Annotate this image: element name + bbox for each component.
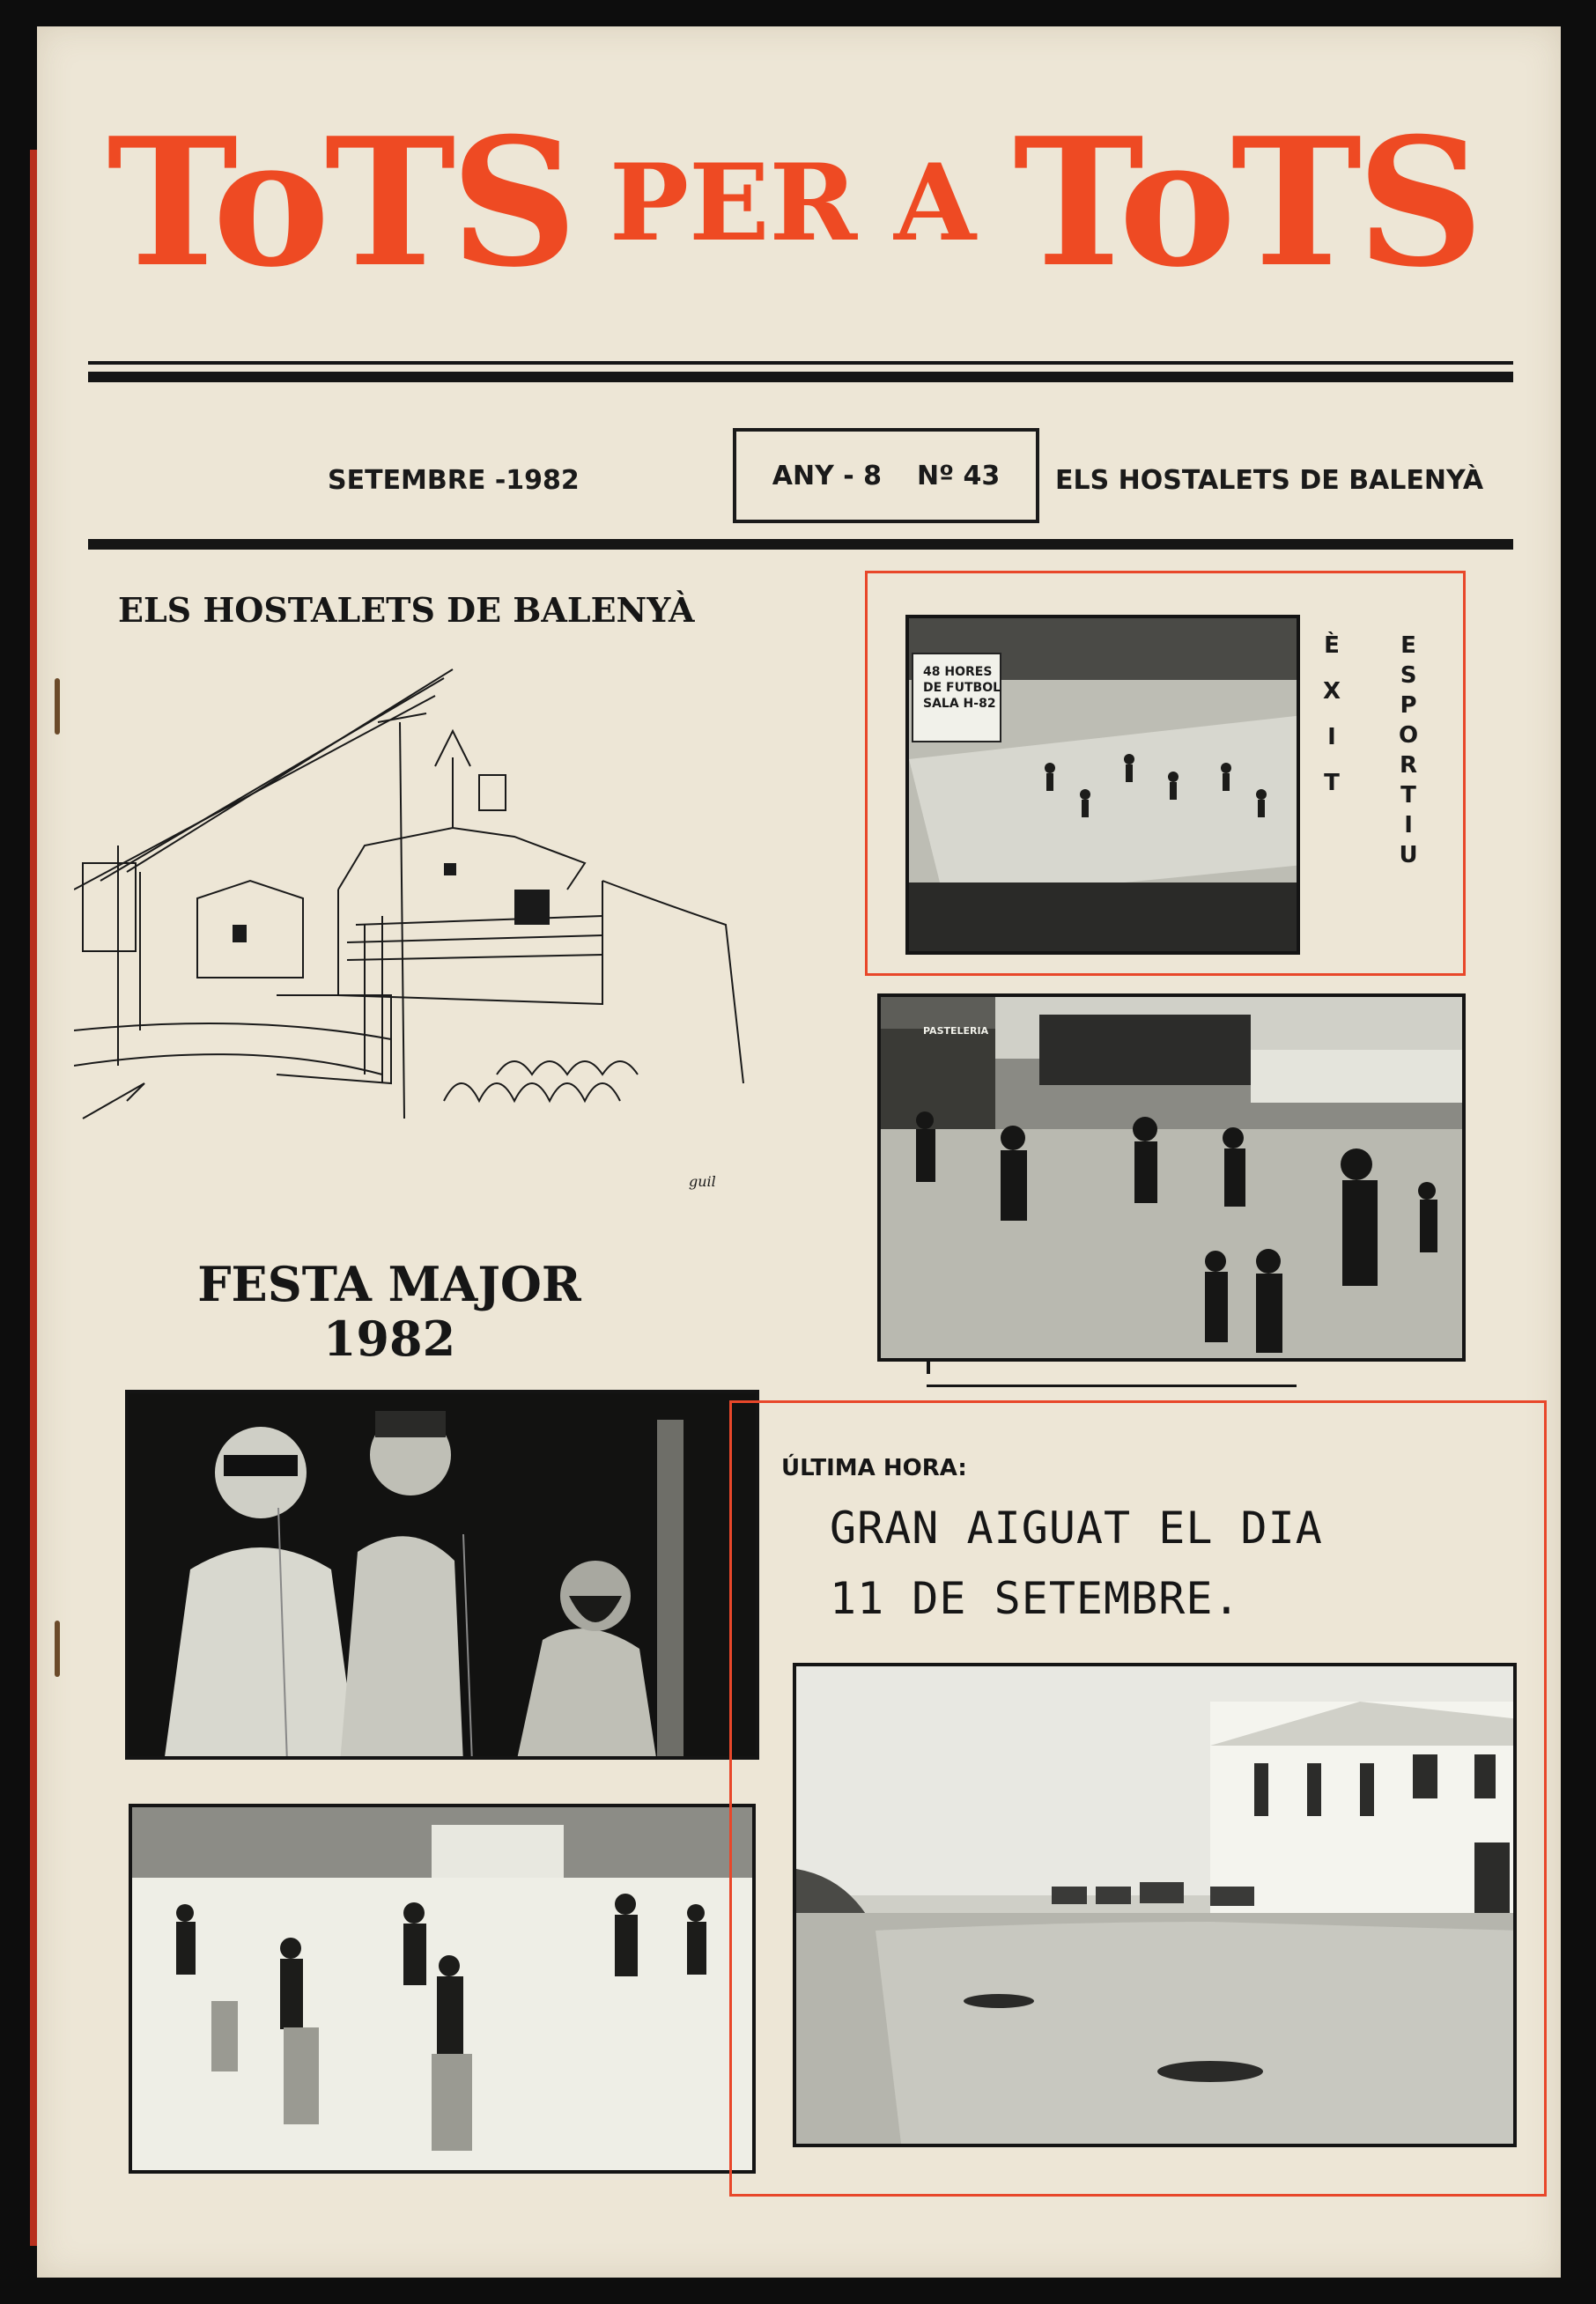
town-heading: ELS HOSTALETS DE BALENYÀ xyxy=(118,590,695,630)
top-rule-thin xyxy=(88,361,1513,365)
vertical-word-exit-letter: I xyxy=(1327,724,1336,750)
festa-major-title: FESTA MAJOR xyxy=(197,1256,581,1312)
village-sketch-svg xyxy=(74,661,761,1189)
vertical-word-esportiu-letter: U xyxy=(1399,842,1418,868)
futsal-sign xyxy=(923,664,1001,712)
masthead-word-per-a: PER A xyxy=(609,140,977,265)
issue-year: ANY - 8 xyxy=(772,460,883,491)
illustration-signature: guil xyxy=(689,1173,716,1190)
futsal-photo xyxy=(905,615,1300,955)
festa-major-year: 1982 xyxy=(322,1311,456,1367)
vertical-word-esportiu-letter: I xyxy=(1404,812,1413,838)
staple-icon xyxy=(55,678,60,735)
vertical-word-esportiu-letter: S xyxy=(1400,662,1417,689)
dance-photo xyxy=(877,993,1466,1362)
futsal-sign-line2: DE FUTBOL xyxy=(923,681,1001,695)
sack-race-photo xyxy=(129,1804,756,2174)
news-kicker: ÚLTIMA HORA: xyxy=(781,1455,967,1481)
flood-photo xyxy=(793,1663,1517,2147)
vertical-word-exit-letter: X xyxy=(1323,678,1341,705)
header-bottom-rule xyxy=(88,539,1513,550)
issue-location: ELS HOSTALETS DE BALENYÀ xyxy=(1055,465,1484,496)
sack-race-photo-svg xyxy=(132,1807,756,2174)
vertical-word-exit-letter: T xyxy=(1324,770,1340,796)
top-rule-thick xyxy=(88,372,1513,382)
vertical-word-esportiu-letter: E xyxy=(1400,632,1416,659)
village-sketch-illustration xyxy=(74,661,761,1189)
issue-number: Nº 43 xyxy=(917,460,1001,491)
dance-photo-svg xyxy=(881,997,1466,1362)
pastry-shop-sign: PASTELERIA xyxy=(923,1025,989,1037)
futsal-sign-line3: SALA H-82 xyxy=(923,697,996,711)
masthead-word-tots-2: ToTS xyxy=(1013,99,1479,306)
vertical-word-esportiu xyxy=(1399,634,1418,867)
issue-date: SETEMBRE -1982 xyxy=(328,465,580,496)
masthead-title xyxy=(106,97,1480,308)
vertical-word-esportiu-letter: T xyxy=(1400,782,1416,809)
vertical-word-exit xyxy=(1323,634,1341,794)
caption-rule xyxy=(927,1385,1297,1387)
futsal-sign-line1: 48 HORES xyxy=(923,665,993,679)
vertical-word-esportiu-letter: R xyxy=(1400,752,1418,779)
cover-red-spine xyxy=(30,150,37,2246)
singers-photo-svg xyxy=(129,1393,759,1760)
singers-photo xyxy=(125,1390,759,1760)
staple-icon xyxy=(55,1621,60,1677)
vertical-word-esportiu-letter: O xyxy=(1399,722,1419,749)
vertical-word-esportiu-letter: P xyxy=(1400,692,1417,719)
news-headline-line2: 11 DE SETEMBRE. xyxy=(830,1573,1241,1624)
magazine-cover xyxy=(37,26,1561,2278)
news-headline-line1: GRAN AIGUAT EL DIA xyxy=(830,1503,1323,1554)
caption-tick-left xyxy=(927,1362,930,1374)
vertical-word-exit-letter: È xyxy=(1324,632,1340,659)
masthead-word-tots: ToTS xyxy=(107,99,573,306)
flood-photo-svg xyxy=(796,1666,1517,2147)
issue-number-box xyxy=(733,428,1039,523)
